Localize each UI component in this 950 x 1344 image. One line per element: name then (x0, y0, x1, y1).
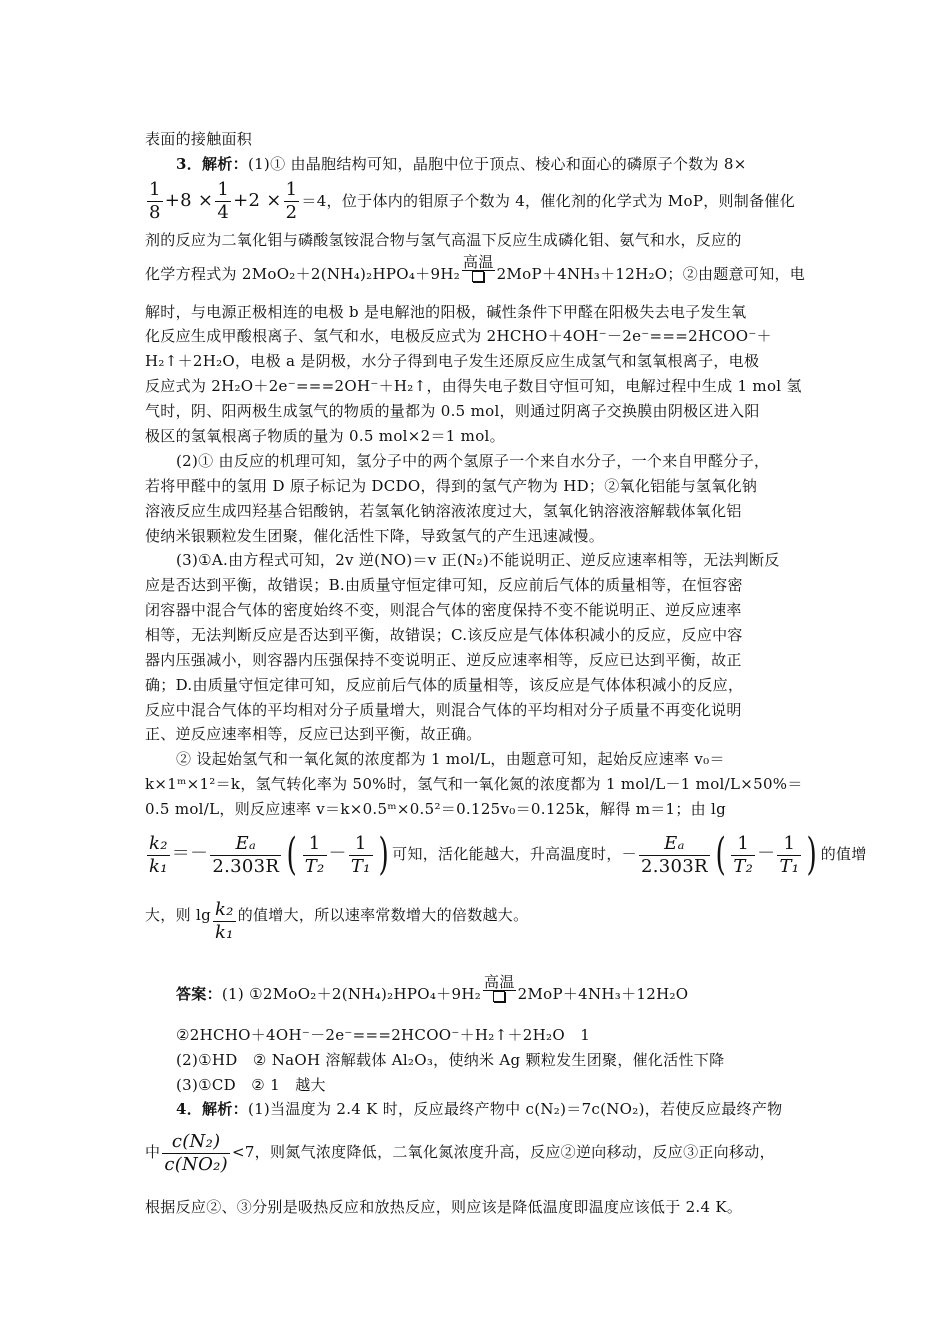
reaction-condition: 高温 (483, 974, 516, 1002)
fraction: $\frac{1}{\text{T₂}}$ (304, 832, 325, 877)
fraction: $\frac{1}{4}$ (217, 178, 230, 223)
text-line: 闭容器中混合气体的密度始终不变，则混合气体的密度保持不变不能说明正、逆反应速率 (145, 601, 742, 619)
text-line: 4．解析：(1)当温度为 2.4 K 时，反应最终产物中 c(N₂)＝7c(NO₂)，若使反应最终产物 (176, 1100, 783, 1118)
fraction: $\frac{\text{k₂}}{\text{k₁}}$ (214, 899, 234, 943)
text-line: ② 设起始氢气和一氧化氮的浓度都为 1 mol/L，由题意可知，起始反应速率 v₀＝ (176, 750, 725, 768)
text-line: 使纳米银颗粒发生团聚，催化活性下降，导致氢气的产生迅速减慢。 (145, 527, 605, 545)
equation-line: 化学方程式为 2MoO₂＋2(NH₄)₂HPO₄＋9H₂ 高温 2MoP＋4NH₃＋12H₂O；②由题意可知，电 (145, 253, 806, 283)
text-line: 正、逆反应速率相等，反应已达到平衡，故正确。 (145, 725, 482, 743)
answer-line: (3)①CD ② 1 越大 (176, 1076, 326, 1094)
text-line: 气时，阴、阳两极生成氢气的物质的量都为 0.5 mol，则通过阴离子交换膜由阴极区进入阳 (145, 402, 760, 420)
text-line: 器内压强减小，则容器内压强保持不变说明正、逆反应速率相等，反应已达到平衡，故正 (145, 651, 742, 669)
fraction: $\frac{1}{8}$ (149, 178, 161, 223)
answer-line: ②2HCHO＋4OH⁻－2e⁻===2HCOO⁻＋H₂↑＋2H₂O 1 (176, 1026, 591, 1044)
answer-line: 答案：(1) ①2MoO₂＋2(NH₄)₂HPO₄＋9H₂ 高温 2MoP＋4NH₃＋12H₂O (176, 973, 689, 1003)
text-line: (2)① 由反应的机理可知，氢分子中的两个氢原子一个来自水分子，一个来自甲醛分子， (176, 452, 770, 470)
fraction: $\frac{1}{\text{T₁}}$ (779, 832, 800, 877)
fraction: $\frac{\text{Eₐ}}{2.303R}$ (212, 832, 280, 877)
formula-line: 中 $\frac{\text{c(N₂)}}{\text{c(NO₂)}}$ <7，则氮气浓度降低，二氧化氮浓度升高，反应②逆向移动，反应③正向移动， (145, 1130, 775, 1175)
formula-line: $\frac{1}{8}$ +8 × $\frac{1}{4}$ +2 × $\frac{1}{2}$ ＝4，位于体内的钼原子个数为 4，催化剂的化学式为 MoP，则制备催化 (149, 178, 796, 223)
text-line: 溶液反应生成四羟基合铝酸钠，若氢氧化钠溶液浓度过大，氢氧化钠溶液溶解载体氧化铝 (145, 502, 742, 520)
text-line: 极区的氢氧根离子物质的量为 0.5 mol×2＝1 mol。 (145, 427, 505, 445)
text-line: 相等，无法判断反应是否达到平衡，故错误；C.该反应是气体体积减小的反应，反应中容 (145, 626, 743, 644)
text-line: 化反应生成甲酸根离子、氢气和水，电极反应式为 2HCHO＋4OH⁻－2e⁻===2HCOO⁻＋ (145, 327, 772, 345)
text-line: k×1ᵐ×1²＝k，氢气转化率为 50%时，氢气和一氧化氮的浓度都为 1 mol/L－1 mol/L×50%＝ (145, 775, 803, 793)
text-line: 大，则 lg $\frac{\text{k₂}}{\text{k₁}}$ 的值增大，所以速率常数增大的倍数越大。 (145, 899, 529, 943)
fraction: $\frac{1}{2}$ (285, 178, 298, 223)
box-icon (493, 991, 505, 1002)
reaction-condition: 高温 (462, 254, 495, 282)
box-icon (472, 271, 484, 282)
text-line: 剂的反应为二氧化钼与磷酸氢铵混合物与氢气高温下反应生成磷化钼、氨气和水，反应的 (145, 231, 742, 249)
text-line: 应是否达到平衡，故错误；B.由质量守恒定律可知，反应前后气体的质量相等，在恒容密 (145, 576, 743, 594)
text-line: 0.5 mol/L，则反应速率 v＝k×0.5ᵐ×0.5²＝0.125v₀＝0.125k，解得 m＝1；由 lg (145, 800, 727, 818)
text-line: 若将甲醛中的氢用 D 原子标记为 DCDO，得到的氢气产物为 HD；②氧化铝能与氢氧化钠 (145, 477, 758, 495)
fraction: $\frac{\text{c(N₂)}}{\text{c(NO₂)}}$ (164, 1130, 228, 1175)
section-heading: 3．解析： (176, 155, 248, 173)
text-line: 3．解析：(1)① 由晶胞结构可知，晶胞中位于顶点、棱心和面心的磷原子个数为 8× (176, 155, 747, 173)
text-line: 反应式为 2H₂O＋2e⁻===2OH⁻＋H₂↑，由得失电子数目守恒可知，电解过程中生成 1 mol 氢 (145, 377, 802, 395)
text-line: 解时，与电源正极相连的电极 b 是电解池的阳极，碱性条件下甲醛在阳极失去电子发生氧 (145, 303, 747, 321)
answer-line: (2)①HD ② NaOH 溶解载体 Al₂O₃，使纳米 Ag 颗粒发生团聚，催化活性下降 (176, 1051, 725, 1069)
text-line: H₂↑＋2H₂O，电极 a 是阴极，水分子得到电子发生还原反应生成氢气和氢氧根离子，电极 (145, 352, 760, 370)
fraction: $\frac{1}{\text{T₁}}$ (350, 832, 371, 877)
fraction: $\frac{\text{Eₐ}}{2.303R}$ (640, 832, 708, 877)
fraction: $\frac{\text{k₂}}{\text{k₁}}$ (149, 832, 168, 877)
fraction: $\frac{1}{\text{T₂}}$ (733, 832, 754, 877)
text-line: 确；D.由质量守恒定律可知，反应前后气体的质量相等，该反应是气体体积减小的反应， (145, 676, 744, 694)
text-line: 根据反应②、③分别是吸热反应和放热反应，则应该是降低温度即温度应该低于 2.4 K。 (145, 1198, 743, 1216)
text-line: 反应中混合气体的平均相对分子质量增大，则混合气体的平均相对分子质量不再变化说明 (145, 701, 742, 719)
text-line: (3)①A.由方程式可知，2v 逆(NO)＝v 正(N₂)不能说明正、逆反应速率相等，无法判断反 (176, 551, 780, 569)
section-heading: 4．解析： (176, 1100, 248, 1118)
text-line: 表面的接触面积 (145, 130, 253, 148)
formula-line: $\frac{\text{k₂}}{\text{k₁}}$ ＝－ $\frac{\text{Eₐ}}{2.303R}$ ( $\frac{1}{\text{T₂}}$ － $\frac{1}{\text{T₁}}$ ) 可知，活化能越大，升高温度时，－ $\frac{\text{Eₐ}}{2.303R}$ ( $\frac{1}{\text{T₂}}$ － $\frac{1}{\text{T₁}}$ ) 的值增 (149, 829, 867, 880)
